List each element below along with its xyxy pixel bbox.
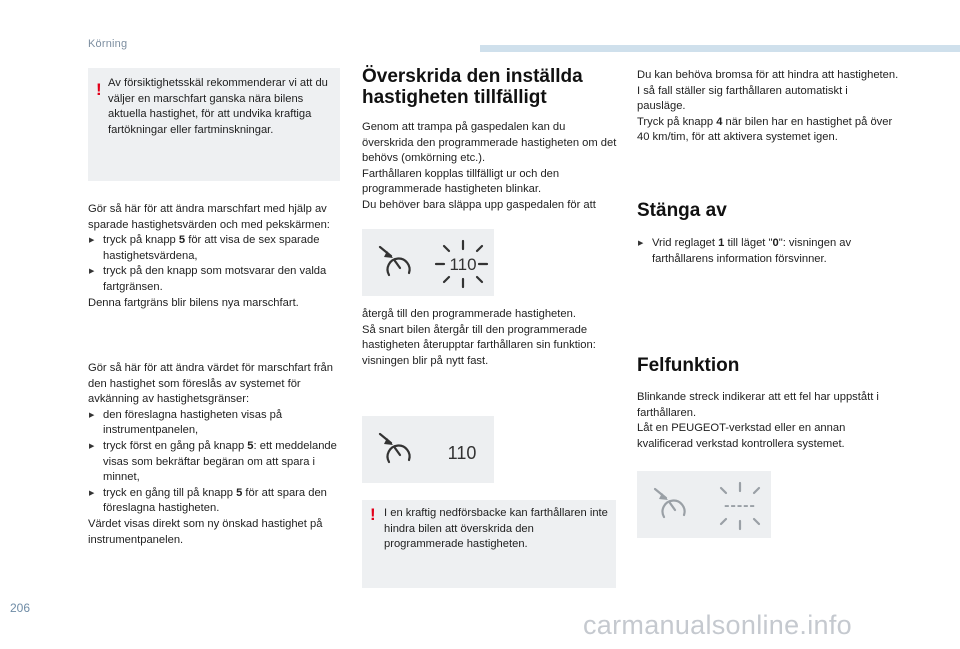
paragraph: Värdet visas direkt som ny önskad hastighet på instrumentpanelen. — [88, 517, 323, 546]
display-fault-dashes: ----- — [724, 497, 756, 514]
list-item: ▶ tryck på den knapp som motsvarar den valda fartgränsen. — [88, 264, 344, 295]
paragraph: Låt en PEUGEOT-verkstad eller en annan kvalificerad verkstad kontrollera systemet. — [637, 422, 846, 450]
display-steady-speed — [362, 416, 494, 483]
watermark: carmanualsonline.info — [583, 610, 852, 640]
paragraph: Denna fartgräns blir bilens nya marschfart. — [88, 296, 299, 309]
heading-malfunction: Felfunktion — [637, 355, 740, 376]
paragraph: återgå till den programmerade hastigheten. — [362, 308, 576, 320]
switch-off-text — [637, 236, 899, 267]
resume-speed-text — [362, 307, 618, 369]
paragraph: Så snart bilen återgår till den programmerade hastigheten återupptar farthållaren sin funktion: visningen blir på nytt fast. — [362, 323, 596, 367]
warning-text-2: I en kraftig nedförsbacke kan farthållaren inte hindra bilen att överskrida den programmerade hastigheten. — [384, 507, 608, 551]
list-item: ▶ tryck en gång till på knapp 5 för att spara den föreslagna hastigheten. — [88, 486, 344, 517]
display-malfunction — [637, 471, 771, 538]
display-malfunction-graphic — [637, 471, 771, 538]
paragraph: Genom att trampa på gaspedalen kan du överskrida den programmerade hastigheten om det behövs (omkörning etc.). — [362, 121, 617, 165]
heading-switch-off: Stänga av — [637, 200, 727, 221]
warning-box-1 — [88, 68, 340, 181]
page-number: 206 — [10, 601, 31, 615]
paragraph: Du kan behöva bromsa för att hindra att hastigheten. I så fall ställer sig farthållaren automatiskt i pausläge. — [637, 69, 899, 113]
heading-exceed-speed: Överskrida den inställda hastigheten tillfälligt — [362, 66, 583, 108]
paragraph: Gör så här för att ändra värdet för marschfart från den hastighet som föreslås av systemet för avkänning av hastighetsgränser: — [88, 362, 333, 406]
brake-reactivate-text — [637, 68, 899, 146]
display-speed-value: 110 — [447, 443, 477, 463]
paragraph: Farthållaren kopplas tillfälligt ur och den programmerade hastigheten blinkar. — [362, 167, 560, 196]
paragraph: Blinkande streck indikerar att ett fel har uppstått i farthållaren. — [637, 391, 879, 419]
header-bar — [480, 45, 960, 52]
exclamation-icon: ! — [96, 80, 102, 99]
display-flashing-speed — [362, 229, 494, 296]
list-item: ▶ tryck på knapp 5 för att visa de sex sparade hastighetsvärdena, — [88, 233, 344, 264]
list-item: ▶ Vrid reglaget 1 till läget "0": visningen av farthållarens information försvinner. — [637, 236, 899, 267]
exceed-speed-text — [362, 120, 618, 214]
cruise-control-speedometer-icon — [380, 434, 410, 462]
warning-text-1: Av försiktighetsskäl rekommenderar vi att du väljer en marschfart ganska nära bilens aktuella hastighet, för att undvika kraftiga fartökningar eller fartminskningar. — [108, 77, 328, 136]
exclamation-icon: ! — [370, 505, 376, 524]
paragraph: Tryck på knapp 4 när bilen har en hastighet på över 40 km/tim, för att aktivera systemet igen. — [637, 115, 893, 144]
section-label: Körning — [88, 38, 128, 50]
cruise-control-speedometer-icon — [655, 489, 685, 517]
display-steady-speed-graphic — [362, 416, 494, 483]
paragraph: Du behöver bara släppa upp gaspedalen för att — [362, 198, 596, 211]
malfunction-text — [637, 390, 899, 452]
warning-box-2 — [362, 500, 616, 588]
speed-memory-instructions — [88, 202, 344, 311]
paragraph: Gör så här för att ändra marschfart med hjälp av sparade hastighetsvärden och med pekskärmen: — [88, 203, 330, 231]
cruise-control-speedometer-icon — [380, 247, 410, 275]
display-speed-value: 110 — [449, 255, 477, 274]
speed-limit-instructions — [88, 361, 344, 548]
list-item: ▶ den föreslagna hastigheten visas på instrumentpanelen, — [88, 408, 344, 439]
display-flashing-speed-graphic — [362, 229, 494, 296]
list-item: ▶ tryck först en gång på knapp 5: ett meddelande visas som bekräftar begäran om att spara i minnet, — [88, 439, 344, 486]
